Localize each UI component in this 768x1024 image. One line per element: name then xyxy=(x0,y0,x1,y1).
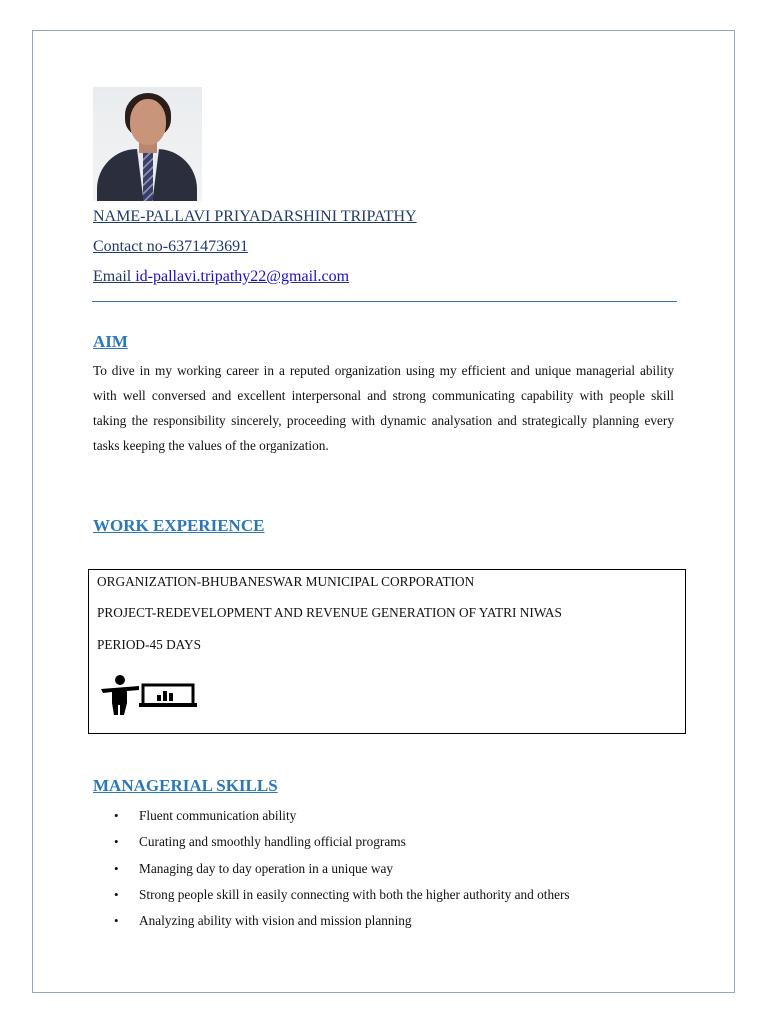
list-item xyxy=(93,882,673,908)
profile-photo xyxy=(93,87,202,201)
bullet-icon: • xyxy=(114,886,119,902)
skills-list xyxy=(93,803,673,934)
skill-text: Analyzing ability with vision and mission planning xyxy=(139,913,412,929)
work-period: PERIOD-45 DAYS xyxy=(97,637,202,652)
list-item xyxy=(93,803,673,829)
work-experience-box xyxy=(88,569,686,734)
aim-text: To dive in my working career in a reputed organization using my efficient and unique managerial ability with well conversed and excellent interpersonal and strong communicating capability with people skill taking the responsibility sincerely, proceeding with dynamic analysation and strategically planning every tasks keeping the values of the organization. xyxy=(93,363,674,453)
list-item xyxy=(93,908,673,934)
email-line xyxy=(93,268,349,286)
list-item xyxy=(93,856,673,882)
email-label: Email xyxy=(93,268,136,285)
header-divider xyxy=(92,301,677,302)
aim-heading: AIM xyxy=(93,332,128,351)
bullet-icon: • xyxy=(114,834,119,850)
presenter-board-icon xyxy=(99,675,197,715)
work-project: PROJECT-REDEVELOPMENT AND REVENUE GENERATION OF YATRI NIWAS xyxy=(97,605,562,620)
list-item xyxy=(93,829,673,855)
bullet-icon: • xyxy=(114,913,119,929)
candidate-name: NAME-PALLAVI PRIYADARSHINI TRIPATHY xyxy=(93,208,417,225)
skill-text: Curating and smoothly handling official programs xyxy=(139,834,406,850)
skill-text: Strong people skill in easily connecting with both the higher authority and others xyxy=(139,886,570,902)
work-experience-heading: WORK EXPERIENCE xyxy=(93,516,265,535)
email-link[interactable]: id-pallavi.tripathy22@gmail.com xyxy=(135,268,350,285)
managerial-skills-heading: MANAGERIAL SKILLS xyxy=(93,776,278,795)
bullet-icon: • xyxy=(114,860,119,876)
skill-text: Managing day to day operation in a unique way xyxy=(139,860,394,876)
skill-text: Fluent communication ability xyxy=(139,808,297,823)
contact-number: Contact no-6371473691 xyxy=(93,238,249,255)
work-organization: ORGANIZATION-BHUBANESWAR MUNICIPAL CORPORATION xyxy=(97,574,475,589)
bullet-icon: • xyxy=(114,808,119,823)
